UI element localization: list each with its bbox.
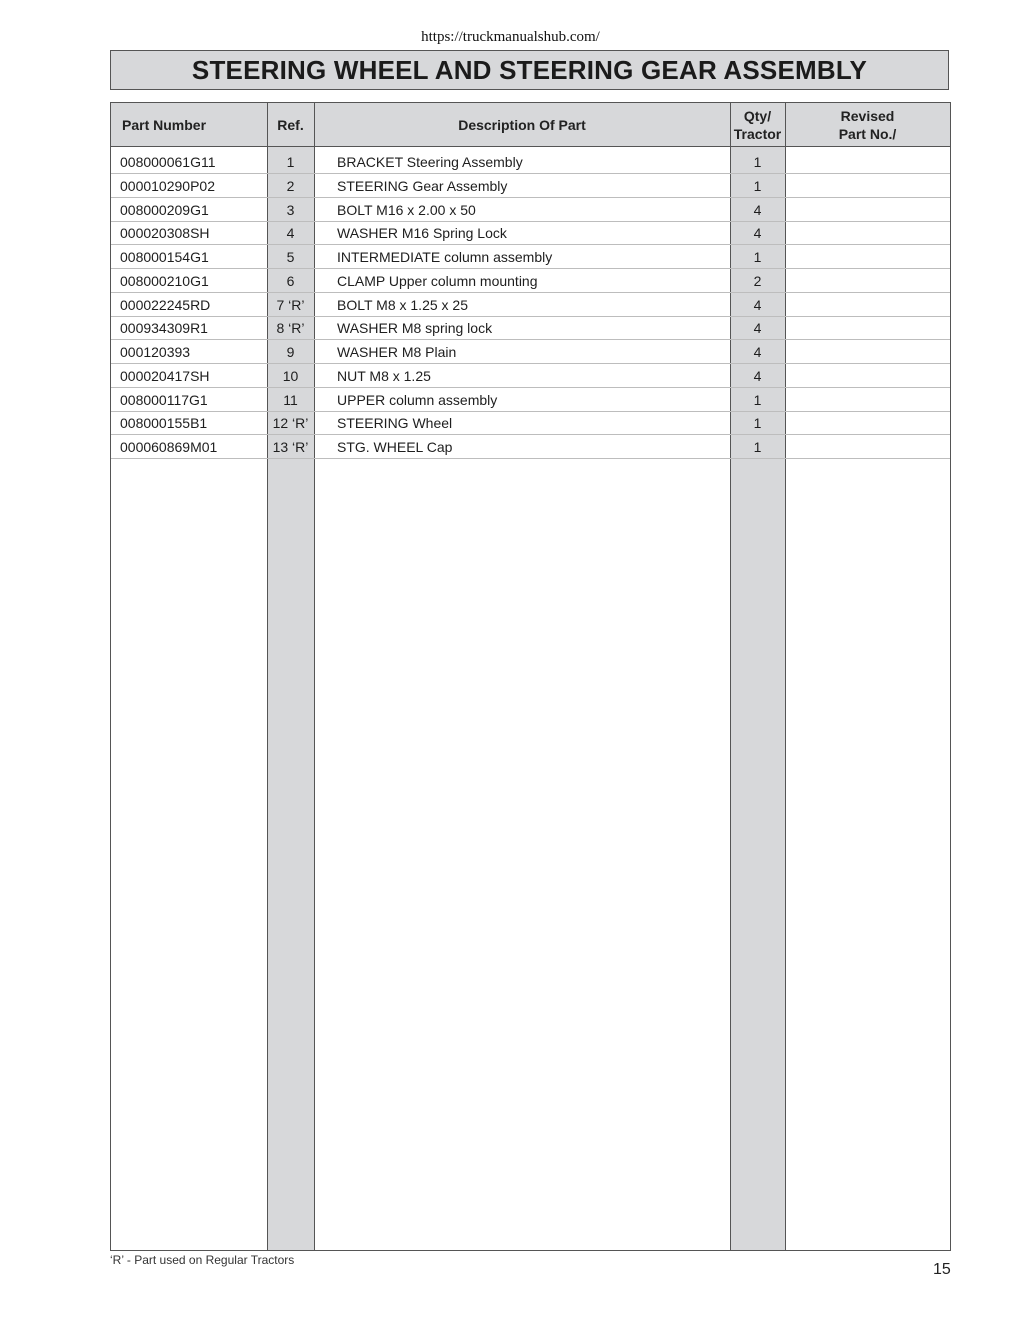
- table-row: [111, 198, 950, 222]
- revised-part-cell: [787, 198, 947, 222]
- part-number-cell: 008000117G1: [120, 391, 208, 408]
- part-number-cell: 000020417SH: [120, 367, 210, 384]
- table-row: [111, 340, 950, 364]
- table-row: [111, 221, 950, 245]
- table-row: [111, 316, 950, 340]
- ref-cell: 5: [286, 249, 295, 265]
- revised-part-cell: [787, 269, 947, 293]
- ref-cell: 11: [283, 391, 298, 408]
- part-number-cell: 008000154G1: [120, 249, 209, 265]
- ref-cell: 6: [286, 272, 295, 289]
- description-cell: NUT M8 x 1.25: [337, 367, 431, 384]
- header-qty-line1: Qty/: [743, 107, 772, 124]
- header-revised: [785, 103, 950, 146]
- qty-cell: 4: [753, 296, 762, 313]
- qty-cell: 1: [753, 154, 762, 170]
- header-revised-line1: Revised: [840, 107, 895, 124]
- description-cell: STEERING Wheel: [337, 415, 453, 432]
- ref-cell: 7 ‘R’: [276, 296, 305, 313]
- ref-cell: 9: [286, 344, 295, 360]
- part-number-cell: 008000210G1: [120, 272, 209, 289]
- ref-cell: 10: [282, 367, 299, 384]
- revised-part-cell: [787, 221, 947, 245]
- ref-cell: 3: [286, 201, 295, 218]
- part-number-cell: 000060869M01: [120, 439, 218, 455]
- row-divider: [111, 458, 950, 459]
- revised-part-cell: [787, 435, 947, 459]
- parts-table: [110, 102, 951, 1251]
- ref-cell: 2: [286, 177, 295, 194]
- part-number-cell: 000020308SH: [120, 225, 210, 242]
- table-row: [111, 364, 950, 388]
- qty-cell: 1: [753, 439, 762, 455]
- ref-cell: 13 ‘R’: [272, 439, 309, 455]
- table-row: [111, 174, 950, 198]
- qty-cell: 4: [753, 367, 762, 384]
- description-cell: STG. WHEEL Cap: [337, 439, 453, 455]
- page-number: 15: [933, 1261, 951, 1278]
- description-cell: WASHER M8 Plain: [337, 344, 457, 360]
- header-url: https://truckmanualshub.com/: [421, 29, 600, 45]
- revised-part-cell: [787, 316, 947, 340]
- qty-cell: 4: [753, 225, 762, 242]
- revised-part-cell: [787, 411, 947, 435]
- revised-part-cell: [787, 293, 947, 317]
- table-row: [111, 245, 950, 269]
- qty-cell: 1: [753, 415, 762, 432]
- ref-cell: 4: [286, 225, 295, 242]
- description-cell: INTERMEDIATE column assembly: [337, 249, 553, 265]
- description-cell: BRACKET Steering Assembly: [337, 154, 523, 170]
- part-number-cell: 008000155B1: [120, 415, 208, 432]
- header-revised-line2: Part No./: [838, 125, 897, 142]
- table-row: [111, 150, 950, 174]
- part-number-cell: 000022245RD: [120, 296, 211, 313]
- header-qty: [730, 103, 785, 146]
- ref-cell: 12 ‘R’: [272, 415, 309, 432]
- table-header: [111, 103, 950, 147]
- revised-part-cell: [787, 245, 947, 269]
- part-number-cell: 000010290P02: [120, 177, 215, 194]
- qty-cell: 1: [753, 249, 762, 265]
- description-cell: CLAMP Upper column mounting: [337, 272, 538, 289]
- ref-cell: 1: [286, 154, 295, 170]
- table-row: [111, 388, 950, 412]
- revised-part-cell: [787, 340, 947, 364]
- qty-cell: 2: [753, 272, 762, 289]
- part-number-cell: 000120393: [120, 344, 191, 360]
- header-part-number: Part Number: [122, 116, 207, 133]
- description-cell: WASHER M16 Spring Lock: [337, 225, 507, 242]
- ref-cell: 8 ‘R’: [276, 320, 305, 337]
- part-number-cell: 008000209G1: [120, 201, 209, 218]
- revised-part-cell: [787, 364, 947, 388]
- description-cell: UPPER column assembly: [337, 391, 498, 408]
- footnote: ‘R’ - Part used on Regular Tractors: [110, 1253, 295, 1267]
- part-number-cell: 000934309R1: [120, 320, 208, 337]
- qty-cell: 1: [753, 177, 762, 194]
- description-cell: WASHER M8 spring lock: [337, 320, 493, 337]
- revised-part-cell: [787, 174, 947, 198]
- qty-cell: 4: [753, 201, 762, 218]
- revised-part-cell: [787, 388, 947, 412]
- qty-cell: 4: [753, 320, 762, 337]
- description-cell: STEERING Gear Assembly: [337, 177, 508, 194]
- qty-cell: 4: [753, 344, 762, 360]
- table-row: [111, 293, 950, 317]
- part-number-cell: 008000061G11: [120, 154, 216, 170]
- header-ref: Ref.: [277, 116, 304, 133]
- revised-part-cell: [787, 150, 947, 174]
- qty-cell: 1: [753, 391, 762, 408]
- description-cell: BOLT M16 x 2.00 x 50: [337, 201, 476, 218]
- description-cell: BOLT M8 x 1.25 x 25: [337, 296, 468, 313]
- page-title: STEERING WHEEL AND STEERING GEAR ASSEMBLY: [110, 50, 949, 90]
- table-row: [111, 411, 950, 435]
- table-row: [111, 435, 950, 459]
- header-description: Description Of Part: [458, 116, 586, 133]
- header-qty-line2: Tractor: [733, 125, 782, 142]
- table-row: [111, 269, 950, 293]
